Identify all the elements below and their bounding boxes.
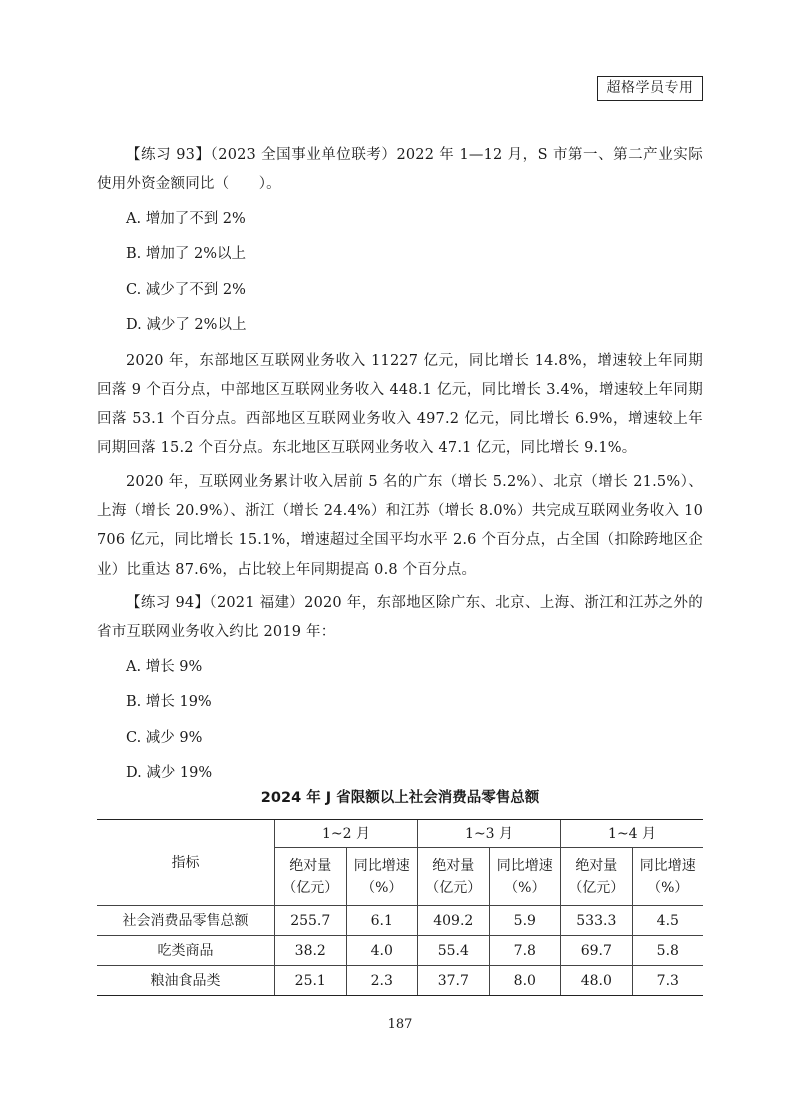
abs-header: [275, 848, 347, 906]
question-94-option-a[interactable]: A. 增长 9%: [126, 658, 203, 675]
question-94-option-d[interactable]: D. 减少 19%: [126, 765, 213, 782]
table-cell: 6.1: [346, 906, 418, 936]
abs-label: 绝对量: [575, 857, 618, 874]
table-cell: 69.7: [561, 936, 633, 966]
table-cell: 8.0: [489, 966, 561, 996]
table-cell: 55.4: [418, 936, 490, 966]
yoy-label: 同比增速: [496, 857, 553, 874]
table-cell: 37.7: [418, 966, 490, 996]
abs-header: [418, 848, 490, 906]
material-paragraph-1: 2020 年，东部地区互联网业务收入 11227 亿元，同比增长 14.8%，增速较上年同期回落 9 个百分点，中部地区互联网业务收入 448.1 亿元，同比增长 3.4%，增速较上年同期回落 53.1 个百分点。西部地区互联网业务收入 497.2 亿元，同比增长 6.9%，增速较上年同期回落 15.2 个百分点。东北地区互联网业务收入 47.1 亿元，同比增长 9.1%。: [97, 352, 703, 457]
retail-sales-table: [97, 819, 703, 996]
indicator-header: 指标: [97, 820, 275, 906]
student-only-badge: 超格学员专用: [597, 76, 703, 101]
abs-unit: （亿元）: [568, 879, 625, 896]
table-header-row: [97, 820, 703, 848]
yoy-header: [632, 848, 703, 906]
page-number: 187: [387, 1017, 413, 1032]
yoy-header: [346, 848, 418, 906]
period-header: 1~4 月: [561, 820, 703, 848]
table-cell: 4.5: [632, 906, 703, 936]
table-row: [97, 936, 703, 966]
row-label: 社会消费品零售总额: [97, 906, 275, 936]
table-cell: 409.2: [418, 906, 490, 936]
row-label: 粮油食品类: [97, 966, 275, 996]
table-row: [97, 906, 703, 936]
abs-unit: （亿元）: [425, 879, 482, 896]
question-93-stem: 【练习 93】（2023 全国事业单位联考）2022 年 1—12 月，S 市第一、第二产业实际使用外资金额同比（ ）。: [97, 147, 703, 193]
yoy-label: 同比增速: [639, 857, 696, 874]
question-93-option-c[interactable]: C. 减少了不到 2%: [126, 281, 246, 298]
question-93-option-b[interactable]: B. 增加了 2%以上: [126, 246, 246, 263]
abs-header: [561, 848, 633, 906]
question-93-options: [97, 202, 703, 344]
yoy-unit: （%）: [361, 879, 403, 896]
table-cell: 5.8: [632, 936, 703, 966]
row-label: 吃类商品: [97, 936, 275, 966]
table-cell: 38.2: [275, 936, 347, 966]
abs-unit: （亿元）: [282, 879, 339, 896]
table-title: 2024 年 J 省限额以上社会消费品零售总额: [260, 790, 540, 806]
question-94-option-b[interactable]: B. 增长 19%: [126, 694, 212, 711]
abs-label: 绝对量: [432, 857, 475, 874]
question-93-option-d[interactable]: D. 减少了 2%以上: [126, 317, 247, 334]
table-cell: 4.0: [346, 936, 418, 966]
material-paragraph-2: 2020 年，互联网业务累计收入居前 5 名的广东（增长 5.2%）、北京（增长 21.5%）、上海（增长 20.9%）、浙江（增长 24.4%）和江苏（增长 8.0%）共完成互联网业务收入 10706 亿元，同比增长 15.1%，增速超过全国平均水平 2.6 个百分点，占全国（扣除跨地区企业）比重达 87.6%，占比较上年同期提高 0.8 个百分点。: [97, 473, 703, 578]
table-cell: 2.3: [346, 966, 418, 996]
question-94-options: [97, 650, 703, 792]
yoy-unit: （%）: [647, 879, 689, 896]
yoy-label: 同比增速: [353, 857, 410, 874]
table-cell: 48.0: [561, 966, 633, 996]
table-cell: 25.1: [275, 966, 347, 996]
question-93-option-a[interactable]: A. 增加了不到 2%: [126, 210, 246, 227]
yoy-unit: （%）: [504, 879, 546, 896]
table-cell: 255.7: [275, 906, 347, 936]
page-content: [97, 141, 703, 797]
table-cell: 533.3: [561, 906, 633, 936]
table-row: [97, 966, 703, 996]
period-header: 1~3 月: [418, 820, 561, 848]
abs-label: 绝对量: [289, 857, 332, 874]
table-cell: 7.3: [632, 966, 703, 996]
period-header: 1~2 月: [275, 820, 418, 848]
question-94-stem: 【练习 94】（2021 福建）2020 年，东部地区除广东、北京、上海、浙江和江苏之外的省市互联网业务收入约比 2019 年：: [97, 594, 703, 641]
table-cell: 7.8: [489, 936, 561, 966]
table-cell: 5.9: [489, 906, 561, 936]
yoy-header: [489, 848, 561, 906]
question-94-option-c[interactable]: C. 减少 9%: [126, 729, 203, 746]
